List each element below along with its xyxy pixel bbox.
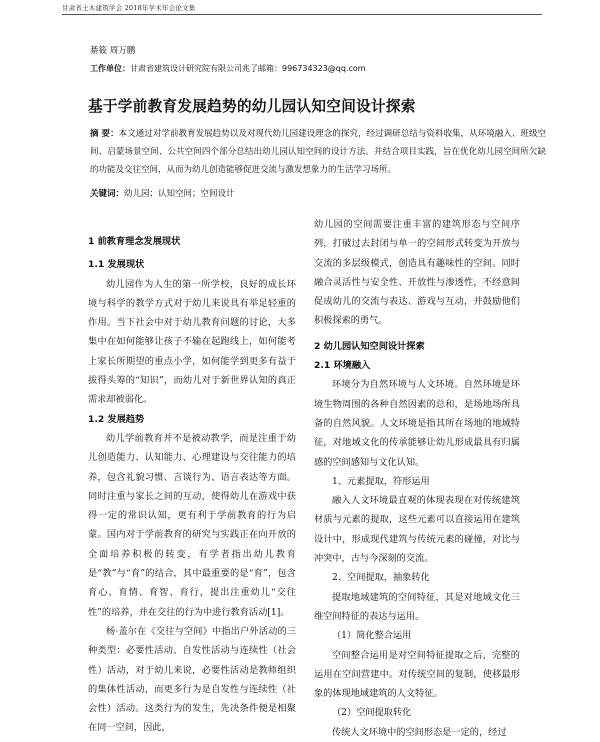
paragraph: 幼儿学前教育并不是被动教学，而是注重于幼儿创造能力、认知能力、心理建设与交往能力的培养，包含礼貌习惯、言谈行为、语言表达等方面。同时注重与家长之间的互动，使得幼儿在游戏中获得一定的常识认知，更有利于学前教育的行为启蒙。国内对于学前教育的研究与实践正在向开放的全面培养积极的转变，有学者指出幼儿教育是“教”与“育”的结合，其中最重要的是“育”，包含育心、育情、育智、育行，提出注重幼儿“交往性”的培养，并在交往的行为中进行教育活动[1]。	[88, 432, 296, 618]
affiliation-label: 工作单位：	[90, 64, 130, 73]
subsection-heading: 1.2 发展趋势	[88, 413, 145, 425]
left-column	[88, 232, 296, 738]
authors: 綦筱 周万鹏	[90, 46, 136, 56]
keywords	[90, 187, 235, 199]
paragraph: 环境分为自然环境与人文环境。自然环境是环境生物周围的各种自然因素的总和，是场地场所具备的自然风貌。人文环境是指其所在场地的地域特征，对地域文化的传承能够让幼儿形成最具有归属感的空间感知与文化认知。	[314, 379, 520, 468]
affiliation-text: 甘肃省建筑设计研究院有限公司兆了邮箱：996734323@qq.com	[130, 64, 366, 73]
subsection-heading: 1.1 发展现状	[88, 259, 145, 271]
running-head: 甘肃省土木建筑学会 2018年学术年会论文集	[62, 4, 196, 12]
paragraph: 幼儿园的空间需要注重丰富的建筑形态与空间序列，打破过去封闭与单一的空间形式转变为开放与交流的多层级模式，创造具有趣味性的空间。同时融合灵活性与安全性、开放性与渗透性，不经意间促成幼儿的交流与表达、游戏与互动，并鼓励他们积极探索的勇气。	[314, 219, 520, 327]
section-heading: 2 幼儿园认知空间设计探索	[314, 340, 425, 352]
affiliation	[90, 63, 366, 74]
subsection-heading: 2.1 环境融入	[314, 360, 371, 372]
list-item-heading: 1、元素提取，符形运用	[332, 475, 430, 487]
paragraph: 杨·盖尔在《交往与空间》中指出户外活动的三种类型：必要性活动、自发性活动与连续性（社会性）活动，对于幼儿来说，必要性活动是教师组织的集体性活动，而更多行为是自发性与连续性（社会性）活动。这类行为的发生，先决条件便是相聚在同一空间，因此，	[88, 625, 296, 734]
abstract-label: 摘 要：	[90, 129, 119, 139]
paragraph: 空间整合运用是对空间特征提取之后，完整的运用在空间营建中。对传统空间的复制，使移最形象的体现地域建筑的人文特征。	[314, 649, 520, 700]
list-item-heading: 2、空间提取，抽象转化	[332, 572, 430, 584]
keywords-label: 关键词：	[90, 189, 125, 199]
keywords-text: 幼儿园；认知空间；空间设计	[124, 189, 235, 199]
abstract-text: 本文通过对学前教育发展趋势以及对现代幼儿园建设理念的探究，经过调研总结与资料收集，从环境融入、班级空间、启蒙场景空间、公共空间四个部分总结出幼儿园认知空间的设计方法。并结合项目实践，旨在优化幼儿园空间所欠缺的功能及交往空间，从而为幼儿创造能够促进交流与激发想象力的生活学习场所。	[90, 129, 546, 175]
paragraph: 传统人文环境中的空间形态是一定的，经过	[332, 726, 507, 738]
subitem-heading: （2）空间提取转化	[332, 707, 412, 719]
right-column	[314, 215, 520, 742]
subitem-heading: （1）简化整合运用	[332, 630, 412, 642]
paragraph: 提取地域建筑的空间特征，其是对地域文化三维空间特征的表达与运用。	[314, 591, 520, 622]
section-heading: 1 前教育理念发展现状	[88, 236, 181, 247]
abstract	[90, 125, 546, 179]
paragraph: 幼儿园作为人生的第一所学校，良好的成长环境与科学的教学方式对于幼儿来说具有举足轻重的作用。当下社会中对于幼儿教育问题的讨论，大多集中在如何能够让孩子不输在起跑线上，如何能考上家长所期望的重点小学，如何能学到更多有益于拔得头筹的“知识”，而幼儿对于新世界认知的真正需求却被弱化。	[88, 278, 296, 406]
paragraph: 融入人文环境最直观的体现表现在对传统建筑材质与元素的提取，这些元素可以直接运用在建筑设计中，形成现代建筑与传统元素的碰撞，对比与冲突中，古与今深刻的交流。	[314, 495, 520, 565]
header-rule	[62, 14, 542, 15]
paper-title: 基于学前教育发展趋势的幼儿园认知空间设计探索	[88, 98, 416, 115]
